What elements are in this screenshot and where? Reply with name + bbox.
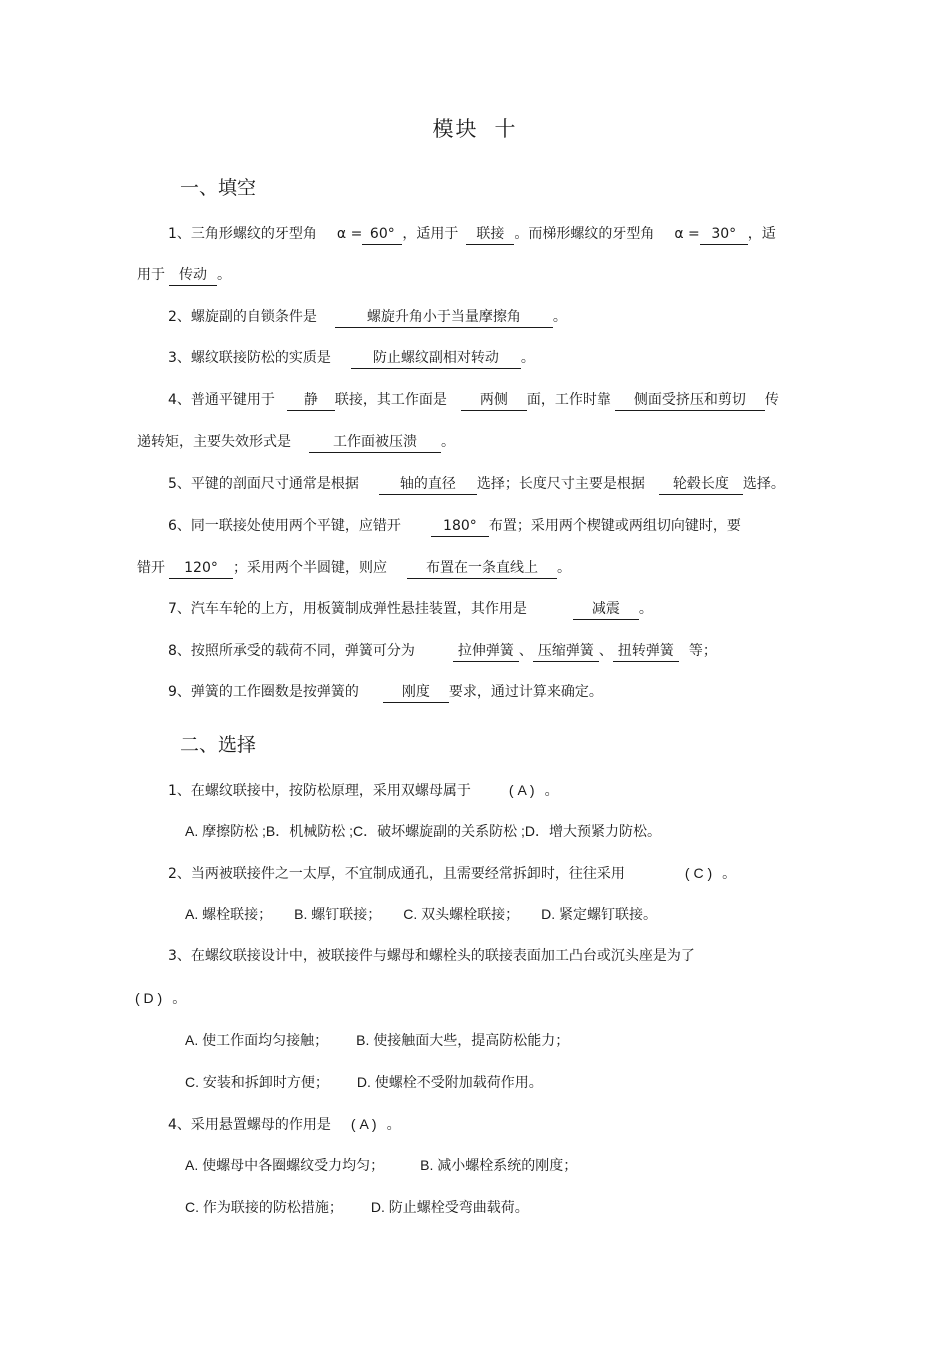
choice-answer: ( C ): [684, 865, 713, 881]
text-span: 传: [764, 392, 779, 408]
text-span: D. 紧定螺钉联接。: [541, 906, 658, 922]
text-span: B. 螺钉联接；: [294, 906, 382, 922]
choice-q4-options-row1: [185, 1155, 577, 1175]
text-span: 。: [544, 783, 559, 799]
text-span: α =: [336, 226, 363, 242]
text-span: 递转矩，主要失效形式是: [137, 434, 291, 450]
text-span: A. 螺栓联接；: [185, 906, 273, 922]
text-span: 3、在螺纹联接设计中，被联接件与螺母和螺栓头的联接表面加工凸台或沉头座是为了: [168, 948, 695, 964]
text-span: 9、弹簧的工作圈数是按弹簧的: [168, 684, 359, 700]
fill-q6-line1: [168, 516, 741, 537]
text-span: ，适: [747, 226, 776, 242]
text-span: D. 防止螺栓受弯曲载荷。: [370, 1199, 529, 1215]
text-span: α =: [674, 226, 700, 242]
text-span: B. 使接触面大些，提高防松能力；: [356, 1032, 570, 1048]
choice-answer: ( A ): [350, 1116, 377, 1132]
answer-blank: 30°: [700, 226, 748, 245]
text-span: 用于: [137, 267, 165, 283]
answer-blank: 侧面受挤压和剪切: [615, 392, 765, 411]
answer-blank: 轮毂长度: [659, 476, 743, 495]
answer-blank: 120°: [169, 560, 233, 579]
text-span: 错开: [137, 560, 165, 576]
text-span: 。: [441, 434, 455, 450]
text-span: 。: [217, 267, 231, 283]
fill-q7: [168, 599, 653, 620]
text-span: 、: [518, 643, 533, 659]
choice-q4-options-row2: [185, 1197, 529, 1217]
text-span: A. 使工作面均匀接触；: [185, 1032, 329, 1048]
text-span: 1、在螺纹联接中，按防松原理，采用双螺母属于: [168, 783, 471, 799]
text-span: C. 安装和拆卸时方便；: [185, 1074, 329, 1090]
answer-blank: 拉伸弹簧: [453, 643, 519, 662]
fill-q6-line2: [137, 558, 571, 579]
fill-q8: [168, 641, 717, 662]
text-span: C. 作为联接的防松措施；: [185, 1199, 343, 1215]
title-main: 模块: [432, 117, 479, 141]
choice-q3-stem: [168, 946, 695, 966]
choice-q3-options-row2: [185, 1072, 543, 1092]
choice-q2-stem: [168, 863, 736, 884]
fill-q2: [168, 307, 567, 328]
answer-blank: 工作面被压溃: [309, 434, 441, 453]
text-span: 8、按照所承受的载荷不同，弹簧可分为: [168, 643, 415, 659]
text-span: 选择。: [742, 476, 785, 492]
text-span: 、: [598, 643, 613, 659]
answer-blank: 静: [287, 392, 335, 411]
text-span: 2、当两被联接件之一太厚，不宜制成通孔，且需要经常拆卸时，往往采用: [168, 866, 625, 882]
text-span: 。: [172, 991, 187, 1007]
text-span: 布置；采用两个楔键或两组切向键时，要: [488, 518, 741, 534]
text-span: B. 减小螺栓系统的刚度；: [420, 1157, 578, 1173]
answer-blank: 压缩弹簧: [533, 643, 599, 662]
text-span: 。: [386, 1117, 401, 1133]
fill-q1-line2: [137, 265, 231, 286]
choice-q2-options: [185, 904, 657, 924]
text-span: 要求，通过计算来确定。: [448, 684, 603, 700]
text-span: 5、平键的剖面尺寸通常是根据: [168, 476, 359, 492]
answer-blank: 60°: [362, 226, 402, 245]
text-span: D. 使螺栓不受附加载荷作用。: [356, 1074, 543, 1090]
text-span: A. 使螺母中各圈螺纹受力均匀；: [185, 1157, 385, 1173]
text-span: 2、螺旋副的自锁条件是: [168, 309, 317, 325]
text-span: 3、螺纹联接防松的实质是: [168, 350, 331, 366]
section-heading-fill: 一、填空: [180, 177, 257, 199]
choice-answer: ( D ): [135, 990, 163, 1006]
text-span: 4、普通平键用于: [168, 392, 275, 408]
answer-blank: 减震: [573, 601, 639, 620]
text-span: 面，工作时靠: [526, 392, 611, 408]
page-title: [0, 113, 950, 143]
answer-blank: 联接: [466, 226, 514, 245]
text-span: 。: [552, 309, 567, 325]
text-span: 6、同一联接处使用两个平键，应错开: [168, 518, 401, 534]
text-span: 选择；长度尺寸主要是根据: [476, 476, 645, 492]
text-span: 7、汽车车轮的上方，用板簧制成弹性悬挂装置，其作用是: [168, 601, 527, 617]
choice-q4-stem: [168, 1114, 401, 1135]
answer-blank: 扭转弹簧: [613, 643, 679, 662]
fill-q1-line1: [168, 224, 776, 245]
fill-q9: [168, 682, 603, 703]
choice-q1-options: A. 摩擦防松 ;B．机械防松 ;C．破坏螺旋副的关系防松 ;D．增大预紧力防松。: [185, 823, 662, 839]
answer-blank: 180°: [431, 518, 489, 537]
text-span: 。: [722, 866, 737, 882]
choice-q3-answer-line: [135, 988, 186, 1009]
text-span: 联接，其工作面是: [334, 392, 447, 408]
answer-blank: 刚度: [383, 684, 449, 703]
answer-blank: 防止螺纹副相对转动: [351, 350, 521, 369]
text-span: 。: [557, 560, 571, 576]
text-span: C. 双头螺栓联接；: [403, 906, 520, 922]
answer-blank: 轴的直径: [379, 476, 477, 495]
text-span: 等；: [688, 643, 717, 659]
choice-answer: ( A ): [508, 782, 535, 798]
answer-blank: 布置在一条直线上: [407, 560, 557, 579]
text-span: 4、采用悬置螺母的作用是: [168, 1117, 331, 1133]
text-span: 。: [638, 601, 653, 617]
title-number: 十: [494, 117, 518, 141]
text-span: 。而梯形螺纹的牙型角: [514, 226, 655, 242]
section-heading-choice: 二、选择: [180, 734, 257, 756]
fill-q4-line2: [137, 432, 455, 453]
fill-q3: [168, 348, 535, 369]
answer-blank: 两侧: [461, 392, 527, 411]
answer-blank: 传动: [169, 267, 217, 286]
fill-q4-line1: [168, 390, 779, 411]
fill-q5: [168, 474, 785, 495]
choice-q3-options-row1: [185, 1030, 569, 1050]
choice-q1-stem: [168, 780, 559, 801]
text-span: ；采用两个半圆键，则应: [233, 560, 387, 576]
text-span: 1、三角形螺纹的牙型角: [168, 226, 317, 242]
text-span: 。: [520, 350, 535, 366]
answer-blank: 螺旋升角小于当量摩擦角: [335, 309, 553, 328]
text-span: ，适用于: [402, 226, 459, 242]
